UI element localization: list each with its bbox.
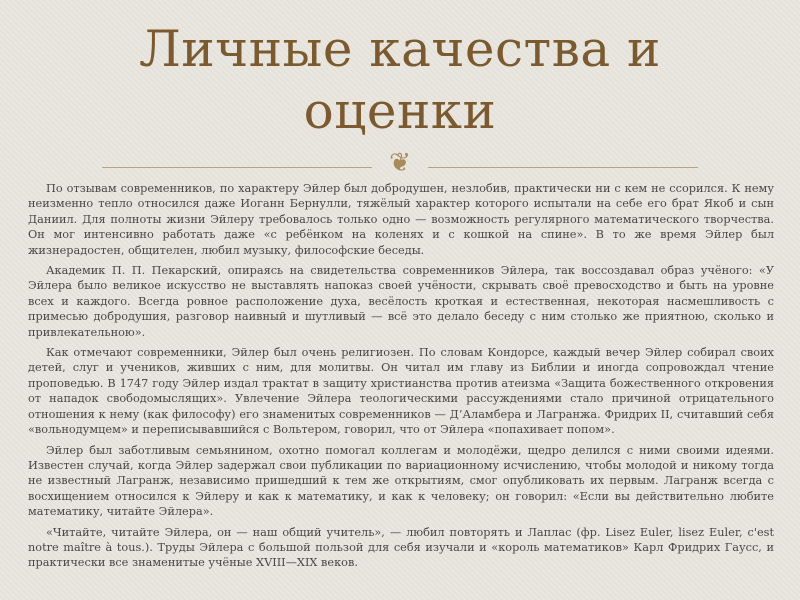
paragraph-5: «Читайте, читайте Эйлера, он — наш общий учитель», — любил повторять и Лаплас (фр. Lisez Euler, lisez Euler, c'est notre maître à tous.). Труды Эйлера с большой пользой для себя изучали и «король математиков» Карл Фридрих Гаусс, и практически все знаменитые учёные XVIII—XIX веков. xyxy=(28,525,774,570)
title-divider-right xyxy=(428,167,698,168)
paragraph-4: Эйлер был заботливым семьянином, охотно помогал коллегам и молодёжи, щедро делился с ними своими идеями. Известен случай, когда Эйлер задержал свои публикации по вариационному исчислению, чтобы молодой и никому тогда не известный Лагранж, независимо пришедший к тем же открытиям, смог опубликовать их первым. Лагранж всегда с восхищением относился к Эйлеру и как к математику, и как к человеку; он говорил: «Если вы действительно любите математику, читайте Эйлера». xyxy=(28,443,774,519)
slide-body xyxy=(28,181,774,576)
paragraph-1: По отзывам современников, по характеру Эйлер был добродушен, незлобив, практически ни с кем не ссорился. К нему неизменно тепло относился даже Иоганн Бернулли, тяжёлый характер которого испытали на себе его брат Якоб и сын Даниил. Для полноты жизни Эйлеру требовалось только одно — возможность регулярного математического творчества. Он мог интенсивно работать даже «с ребёнком на коленях и с кошкой на спине». В то же время Эйлер был жизнерадостен, общителен, любил музыку, философские беседы. xyxy=(28,182,774,257)
title-divider-left xyxy=(102,167,372,168)
slide-title: Личные качества и оценки xyxy=(139,20,661,140)
paragraph-3: Как отмечают современники, Эйлер был очень религиозен. По словам Кондорсе, каждый вечер Эйлер собирал своих детей, слуг и учеников, живших с ним, для молитвы. Он читал им главу из Библии и иногда сопровождал чтение проповедью. В 1747 году Эйлер издал трактат в защиту христианства против атеизма «Защита божественного откровения от нападок свободомыслящих». Увлечение Эйлера теологическими рассуждениями стало причиной отрицательного отношения к нему (как философу) его знаменитых современников — Д’Аламбера и Лагранжа. Фридрих II, считавший себя «вольнодумцем» и переписывавшийся с Вольтером, говорил, что от Эйлера «попахивает попом». xyxy=(28,346,774,437)
paragraph-2: Академик П. П. Пекарский, опираясь на свидетельства современников Эйлера, так воссоздавал образ учёного: «У Эйлера было великое искусство не выставлять напоказ своей учёности, скрывать своё превосходство и быть на уровне всех и каждого. Всегда ровное расположение духа, весёлость кроткая и естественная, некоторая насмешливость с примесью добродушия, разговор наивный и шутливый — всё это делало беседу с ним столько же приятною, сколько и привлекательною». xyxy=(28,264,774,339)
curly-ornament-icon: ❦ xyxy=(389,148,411,178)
